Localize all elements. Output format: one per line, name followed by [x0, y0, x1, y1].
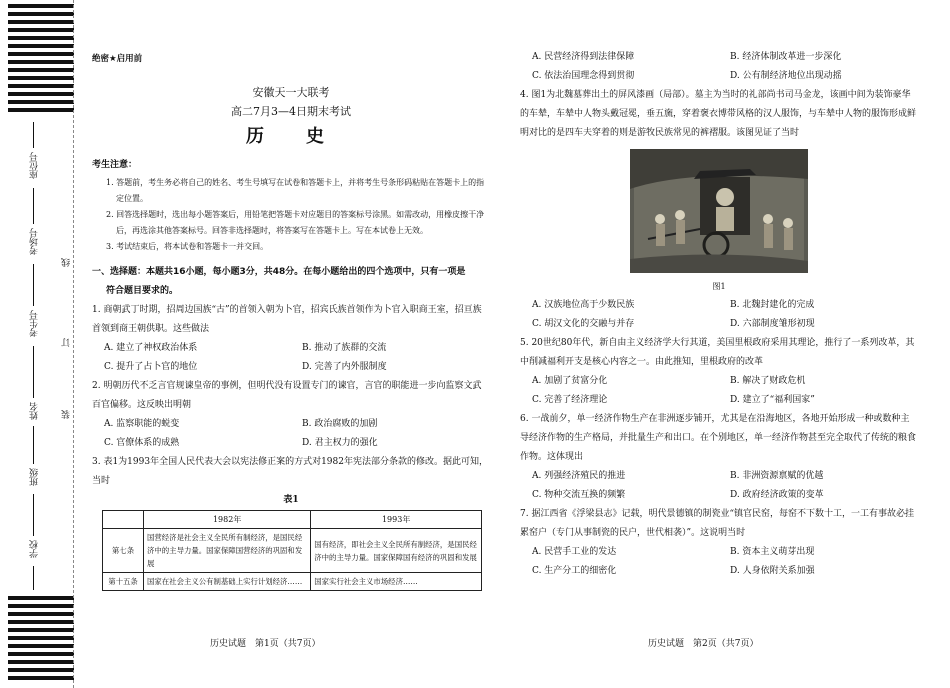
cut-mark-order: 订	[62, 338, 72, 347]
cut-mark-line: 线	[62, 258, 72, 267]
student-id-label: 考生号	[30, 310, 40, 337]
option: A. 建立了神权政治体系	[104, 343, 198, 353]
option: A. 加剧了贫富分化	[532, 376, 608, 386]
notice-heading: 考生注意：	[92, 160, 138, 170]
question-3: 3. 表1为1993年全国人民代表大会以宪法修正案的方式对1982年宪法部分条款的修改。据此可知，当时	[92, 457, 488, 486]
table-cell: 第十五条	[103, 573, 144, 591]
question-4: 4. 图1为北魏墓葬出土的屏风漆画（局部）。墓主为当时的礼部尚书司马金龙，该画中间为装饰豪华的车辇，车辇中人物头戴冠冕，垂五旒，穿着褒衣博带风格的汉人服饰，与车辇中人物的服饰形成鲜明对比的是四车夫穿着的则是游牧民族常见的裤褶服。该图见证了当时	[520, 90, 917, 138]
option: B. 经济体制改革进一步深化	[730, 52, 842, 62]
question-5-options	[520, 372, 918, 410]
option: D. 建立了“福利国家”	[730, 395, 815, 405]
page-1-footer: 历史试题 第1页（共7页）	[210, 639, 321, 649]
table-row	[103, 573, 482, 591]
table-cell: 国有经济，即社会主义全民所有制经济，是国民经济中的主导力量。国家保障国有经济的巩固和发展	[311, 529, 482, 573]
option: A. 汉族地位高于少数民族	[532, 300, 635, 310]
option: D. 完善了内外服制度	[302, 362, 387, 372]
option: A. 民营手工业的发达	[532, 547, 617, 557]
class-label: 班级	[30, 468, 40, 486]
table-row	[103, 529, 482, 573]
table-cell: 国家实行社会主义市场经济……	[311, 573, 482, 591]
option: C. 生产分工的细密化	[532, 566, 617, 576]
option: D. 六部制度雏形初现	[730, 319, 815, 329]
section-heading-cont: 符合题目要求的。	[106, 286, 179, 296]
exam-room-label: 考场号	[30, 228, 40, 255]
cut-dash-line	[73, 0, 74, 688]
question-5: 5. 20世纪80年代，新自由主义经济学大行其道，美国里根政府采用其理论，推行了一系列改革，其中削减福利开支是核心内容之一。由此推知，里根政府的改革	[520, 338, 915, 367]
page-2-column	[520, 48, 918, 581]
option: B. 解决了财政危机	[730, 376, 806, 386]
section-heading: 一、选择题：本题共16小题，每小题3分，共48分。在每小题给出的四个选项中，只有一项是	[92, 267, 466, 277]
option: D. 人身依附关系加强	[730, 566, 815, 576]
option: D. 公有制经济地位出现动摇	[730, 71, 842, 81]
question-3-options	[520, 48, 918, 86]
binding-margin	[0, 0, 76, 688]
notice-item: 3. 考试结束后，将本试卷和答题卡一并交回。	[106, 242, 269, 251]
table-cell: 国家在社会主义公有制基础上实行计划经济……	[144, 573, 311, 591]
lacquer-painting-image	[630, 149, 808, 273]
option: C. 官僚体系的成熟	[104, 438, 180, 448]
question-7-options	[520, 543, 918, 581]
option: D. 政府经济政策的变革	[730, 490, 824, 500]
seat-number-label: 座位号	[30, 152, 40, 179]
table-cell: 第七条	[103, 529, 144, 573]
name-label: 姓名	[30, 402, 40, 420]
constitution-table	[102, 510, 482, 591]
table-header-row	[103, 511, 482, 529]
option: C. 提升了占卜官的地位	[104, 362, 198, 372]
page-2-footer: 历史试题 第2页（共7页）	[648, 639, 759, 649]
cut-mark-bind: 装	[62, 410, 72, 419]
option: A. 监察职能的蜕变	[104, 419, 180, 429]
question-7: 7. 据江西省《浮梁县志》记载，明代景德镇的制瓷业“镇官民窑，每窑不下数十工，一工有事故必挂累窑户（专门从事制瓷的民户，世代相袭）”。这说明当时	[520, 509, 915, 538]
option: B. 资本主义萌芽出现	[730, 547, 815, 557]
question-4-options	[520, 296, 918, 334]
option: D. 君主权力的强化	[302, 438, 378, 448]
page-1-column	[92, 48, 490, 591]
table-cell: 国营经济是社会主义全民所有制经济，是国民经济中的主导力量。国家保障国营经济的巩固和发展	[144, 529, 311, 573]
option: C. 胡汉文化的交融与并存	[532, 319, 635, 329]
option: C. 物种交流互换的频繁	[532, 490, 626, 500]
option: B. 政治腐败的加剧	[302, 419, 378, 429]
question-6: 6. 一战前夕，单一经济作物生产在非洲逐步铺开，尤其是在沿海地区，各地开始形成一种或数种主导经济作物的生产格局，并批量生产和出口。在个别地区，单一经济作物甚至完全取代了传统的粮食作物。这体现出	[520, 414, 917, 462]
question-1: 1. 商朝武丁时期，招周边国族“古”的首领入朝为卜官，招宾氏族首领作为卜官入职商王室，招亘族首领到商王朝供职。这些做法	[92, 305, 482, 334]
option: C. 依法治国理念得到贯彻	[532, 71, 635, 81]
table-title: 表1	[283, 495, 299, 505]
table-header-cell	[103, 511, 144, 529]
figure-caption: 图1	[712, 282, 726, 291]
table-header-cell: 1982年	[144, 511, 311, 529]
question-1-options	[92, 339, 490, 377]
option: A. 列强经济殖民的推进	[532, 471, 626, 481]
question-2: 2. 明朝历代不乏言官规谏皇帝的事例，但明代没有设置专门的谏官，言官的职能进一步向监察文武百官偏移。这反映出明朝	[92, 381, 482, 410]
exam-name-title: 高二7月3—4日期末考试	[231, 105, 351, 118]
exam-org-title: 安徽天一大联考	[252, 86, 330, 99]
question-6-options	[520, 467, 918, 505]
option: A. 民营经济得到法律保障	[532, 52, 635, 62]
option: B. 非洲资源禀赋的优越	[730, 471, 824, 481]
school-label: 学校	[30, 540, 40, 558]
notice-item: 1. 答题前，考生务必将自己的姓名、考生号填写在试卷和答题卡上，并将考生号条形码粘贴在答题卡上的指定位置。	[106, 178, 485, 203]
option: C. 完善了经济理论	[532, 395, 608, 405]
notice-item: 2. 回答选择题时，选出每小题答案后，用铅笔把答题卡对应题目的答案标号涂黑。如需改动，用橡皮擦干净后，再选涂其他答案标号。回答非选择题时，将答案写在答题卡上。写在本试卷上无效。	[106, 210, 485, 235]
question-2-options	[92, 415, 490, 453]
option: B. 推动了族群的交流	[302, 343, 387, 353]
option: B. 北魏封建化的完成	[730, 300, 815, 310]
table-header-cell: 1993年	[311, 511, 482, 529]
confidential-mark: 绝密★启用前	[92, 54, 143, 64]
subject-title: 历 史	[246, 126, 336, 147]
